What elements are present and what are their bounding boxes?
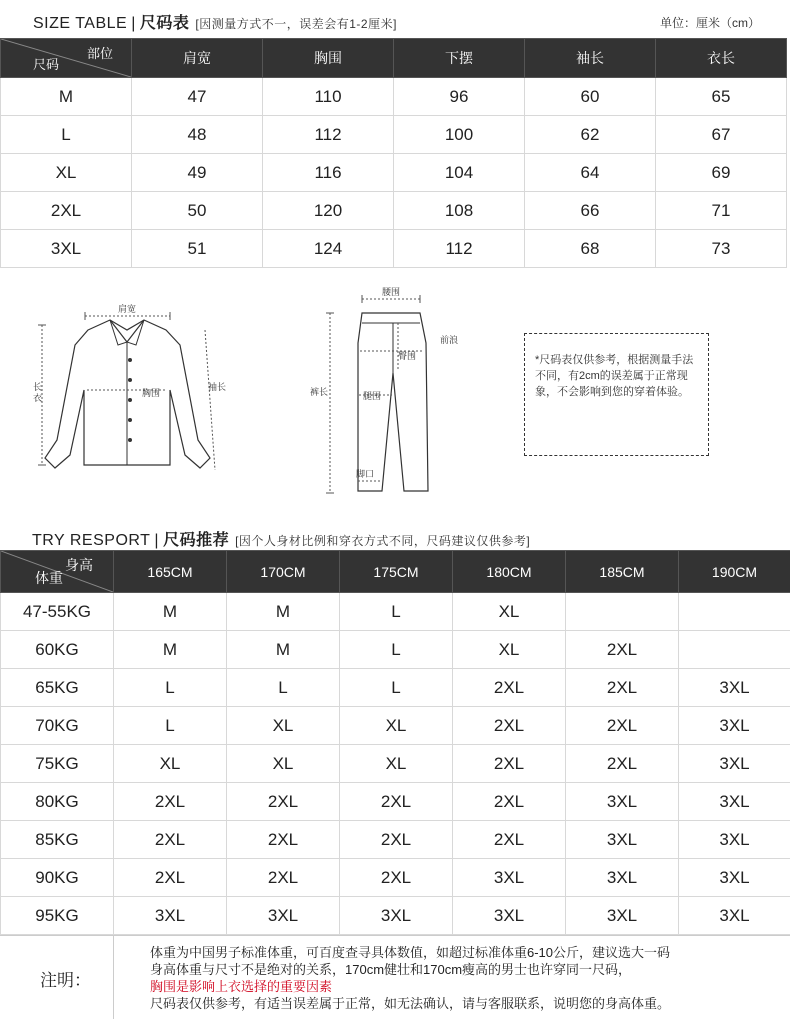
rec-cell: 3XL <box>679 859 790 897</box>
corner-label-weight: 体重 <box>35 568 63 588</box>
table-row <box>1 116 787 154</box>
column-header-length: 衣长 <box>656 39 787 78</box>
rec-cell: 2XL <box>566 707 679 745</box>
rec-table-title-en: TRY RESPORT <box>32 532 150 549</box>
rec-cell: L <box>340 631 453 669</box>
title-separator: | <box>154 532 159 549</box>
notes-line-2: 身高体重与尺寸不是绝对的关系，170cm健壮和170cm瘦高的男士也许穿同一尺码， <box>150 961 670 978</box>
column-header-height: 190CM <box>679 551 790 593</box>
rec-cell: 3XL <box>227 897 340 935</box>
shirt-shoulder-label: 肩宽 <box>118 303 136 315</box>
value-cell: 68 <box>525 230 656 268</box>
corner-label-part: 部位 <box>87 43 113 62</box>
pants-thigh-label: 腿围 <box>363 391 381 402</box>
size-table <box>0 38 787 268</box>
size-table-header-row <box>1 39 787 78</box>
rec-cell: 2XL <box>227 783 340 821</box>
shirt-measurement-diagram <box>30 300 230 475</box>
weight-cell: 75KG <box>1 745 114 783</box>
size-table-title <box>33 10 397 33</box>
shirt-chest-label: 胸围 <box>142 388 160 399</box>
value-cell: 73 <box>656 230 787 268</box>
rec-table-corner <box>1 551 114 593</box>
notes-label: 注明： <box>40 966 91 991</box>
title-separator: | <box>131 15 136 32</box>
rec-cell: 3XL <box>679 821 790 859</box>
value-cell: 69 <box>656 154 787 192</box>
column-header-height: 170CM <box>227 551 340 593</box>
value-cell: 62 <box>525 116 656 154</box>
rec-cell: XL <box>340 745 453 783</box>
value-cell: 71 <box>656 192 787 230</box>
column-header-hem: 下摆 <box>394 39 525 78</box>
rec-cell <box>566 593 679 631</box>
rec-cell: 2XL <box>453 707 566 745</box>
rec-cell: 2XL <box>114 859 227 897</box>
weight-cell: 90KG <box>1 859 114 897</box>
rec-cell: XL <box>227 745 340 783</box>
table-row <box>1 230 787 268</box>
value-cell: 112 <box>394 230 525 268</box>
rec-cell: L <box>227 669 340 707</box>
value-cell: 104 <box>394 154 525 192</box>
pants-waist-label: 腰围 <box>382 287 400 298</box>
rec-cell: 2XL <box>340 859 453 897</box>
table-row <box>1 859 790 897</box>
value-cell: 65 <box>656 78 787 116</box>
rec-cell: L <box>114 707 227 745</box>
table-row <box>1 669 790 707</box>
pants-length-label: 裤长 <box>310 386 328 398</box>
rec-cell: M <box>227 631 340 669</box>
rec-cell: XL <box>227 707 340 745</box>
notes-line-4: 尺码表仅供参考，有适当误差属于正常，如无法确认，请与客服联系，说明您的身高体重。 <box>150 995 670 1012</box>
notes-line-3-highlight: 胸围是影响上衣选择的重要因素 <box>150 978 670 995</box>
shirt-length-char: 长 <box>33 382 42 393</box>
rec-cell: 3XL <box>566 897 679 935</box>
notes-lines <box>150 944 670 1012</box>
value-cell: 112 <box>263 116 394 154</box>
weight-cell: 80KG <box>1 783 114 821</box>
table-row <box>1 821 790 859</box>
rec-cell: 3XL <box>566 821 679 859</box>
size-table-header <box>0 0 790 38</box>
rec-table-note: [因个人身材比例和穿衣方式不同，尺码建议仅供参考] <box>235 534 530 548</box>
column-header-height: 185CM <box>566 551 679 593</box>
table-row <box>1 631 790 669</box>
column-header-height: 175CM <box>340 551 453 593</box>
column-header-sleeve: 袖长 <box>525 39 656 78</box>
table-row <box>1 897 790 935</box>
rec-cell: 2XL <box>453 669 566 707</box>
pants-hem-label: 脚口 <box>356 468 374 480</box>
rec-cell: 3XL <box>453 897 566 935</box>
rec-cell: 3XL <box>453 859 566 897</box>
size-cell: 3XL <box>1 230 132 268</box>
rec-cell <box>679 631 790 669</box>
size-cell: L <box>1 116 132 154</box>
corner-label-height: 身高 <box>65 555 93 575</box>
rec-cell: 3XL <box>679 897 790 935</box>
rec-cell: XL <box>453 631 566 669</box>
size-cell: XL <box>1 154 132 192</box>
size-note-box <box>524 333 709 456</box>
pants-hip-label: 臀围 <box>398 351 416 362</box>
value-cell: 49 <box>132 154 263 192</box>
size-table-note: [因测量方式不一，误差会有1-2厘米] <box>195 17 397 31</box>
notes-line-1: 体重为中国男子标准体重，可百度查寻具体数值，如超过标准体重6-10公斤，建议选大一码 <box>150 944 670 961</box>
rec-cell: 2XL <box>340 821 453 859</box>
rec-cell: L <box>340 593 453 631</box>
rec-cell: 2XL <box>453 783 566 821</box>
rec-cell: L <box>340 669 453 707</box>
rec-cell: 2XL <box>227 821 340 859</box>
weight-cell: 85KG <box>1 821 114 859</box>
weight-cell: 47-55KG <box>1 593 114 631</box>
value-cell: 116 <box>263 154 394 192</box>
size-table-corner <box>1 39 132 78</box>
rec-cell: L <box>114 669 227 707</box>
rec-cell: 2XL <box>114 783 227 821</box>
size-table-title-cn: 尺码表 <box>140 15 190 32</box>
rec-cell: 3XL <box>566 783 679 821</box>
rec-cell: 2XL <box>227 859 340 897</box>
corner-label-size: 尺码 <box>33 54 59 73</box>
shirt-length-char: 衣 <box>33 392 42 404</box>
size-note-text: *尺码表仅供参考，根据测量手法不同，有2cm的误差属于正常现象，不会影响到您的穿着体验。 <box>535 352 698 400</box>
pants-front-rise-label: 前浪 <box>440 334 458 346</box>
column-header-chest: 胸围 <box>263 39 394 78</box>
value-cell: 64 <box>525 154 656 192</box>
column-header-height: 180CM <box>453 551 566 593</box>
value-cell: 124 <box>263 230 394 268</box>
value-cell: 100 <box>394 116 525 154</box>
rec-cell: 3XL <box>566 859 679 897</box>
rec-cell: 2XL <box>114 821 227 859</box>
rec-cell: 3XL <box>679 707 790 745</box>
value-cell: 48 <box>132 116 263 154</box>
weight-cell: 70KG <box>1 707 114 745</box>
rec-cell: M <box>114 593 227 631</box>
column-header-height: 165CM <box>114 551 227 593</box>
recommendation-table <box>0 550 790 935</box>
table-row <box>1 783 790 821</box>
value-cell: 120 <box>263 192 394 230</box>
size-table-title-en: SIZE TABLE <box>33 15 127 32</box>
value-cell: 50 <box>132 192 263 230</box>
size-cell: M <box>1 78 132 116</box>
unit-label: 单位：厘米（cm） <box>660 14 760 31</box>
rec-table-header-row <box>1 551 790 593</box>
rec-cell: M <box>114 631 227 669</box>
table-row <box>1 154 787 192</box>
rec-cell: 3XL <box>679 783 790 821</box>
weight-cell: 60KG <box>1 631 114 669</box>
notes-section <box>0 935 790 1019</box>
shirt-length-label <box>33 382 42 404</box>
rec-cell: XL <box>453 593 566 631</box>
table-row <box>1 78 787 116</box>
size-cell: 2XL <box>1 192 132 230</box>
rec-table-title <box>32 527 530 550</box>
rec-cell: 3XL <box>114 897 227 935</box>
rec-cell: M <box>227 593 340 631</box>
value-cell: 51 <box>132 230 263 268</box>
rec-cell: XL <box>114 745 227 783</box>
rec-cell: 2XL <box>566 745 679 783</box>
rec-cell: 2XL <box>453 821 566 859</box>
pants-measurement-diagram <box>300 283 470 498</box>
column-header-shoulder: 肩宽 <box>132 39 263 78</box>
value-cell: 47 <box>132 78 263 116</box>
value-cell: 110 <box>263 78 394 116</box>
table-row <box>1 745 790 783</box>
value-cell: 60 <box>525 78 656 116</box>
rec-table-header <box>0 515 790 553</box>
shirt-sleeve-label: 袖长 <box>208 381 226 393</box>
value-cell: 96 <box>394 78 525 116</box>
rec-cell: 2XL <box>566 669 679 707</box>
rec-cell: 3XL <box>340 897 453 935</box>
rec-table-title-cn: 尺码推荐 <box>163 532 229 549</box>
notes-divider <box>113 936 114 1019</box>
rec-cell <box>679 593 790 631</box>
weight-cell: 95KG <box>1 897 114 935</box>
table-row <box>1 593 790 631</box>
value-cell: 67 <box>656 116 787 154</box>
rec-cell: 2XL <box>453 745 566 783</box>
rec-cell: 3XL <box>679 669 790 707</box>
value-cell: 66 <box>525 192 656 230</box>
table-row <box>1 707 790 745</box>
weight-cell: 65KG <box>1 669 114 707</box>
rec-cell: 2XL <box>566 631 679 669</box>
rec-cell: 3XL <box>679 745 790 783</box>
rec-cell: 2XL <box>340 783 453 821</box>
table-row <box>1 192 787 230</box>
rec-cell: XL <box>340 707 453 745</box>
value-cell: 108 <box>394 192 525 230</box>
